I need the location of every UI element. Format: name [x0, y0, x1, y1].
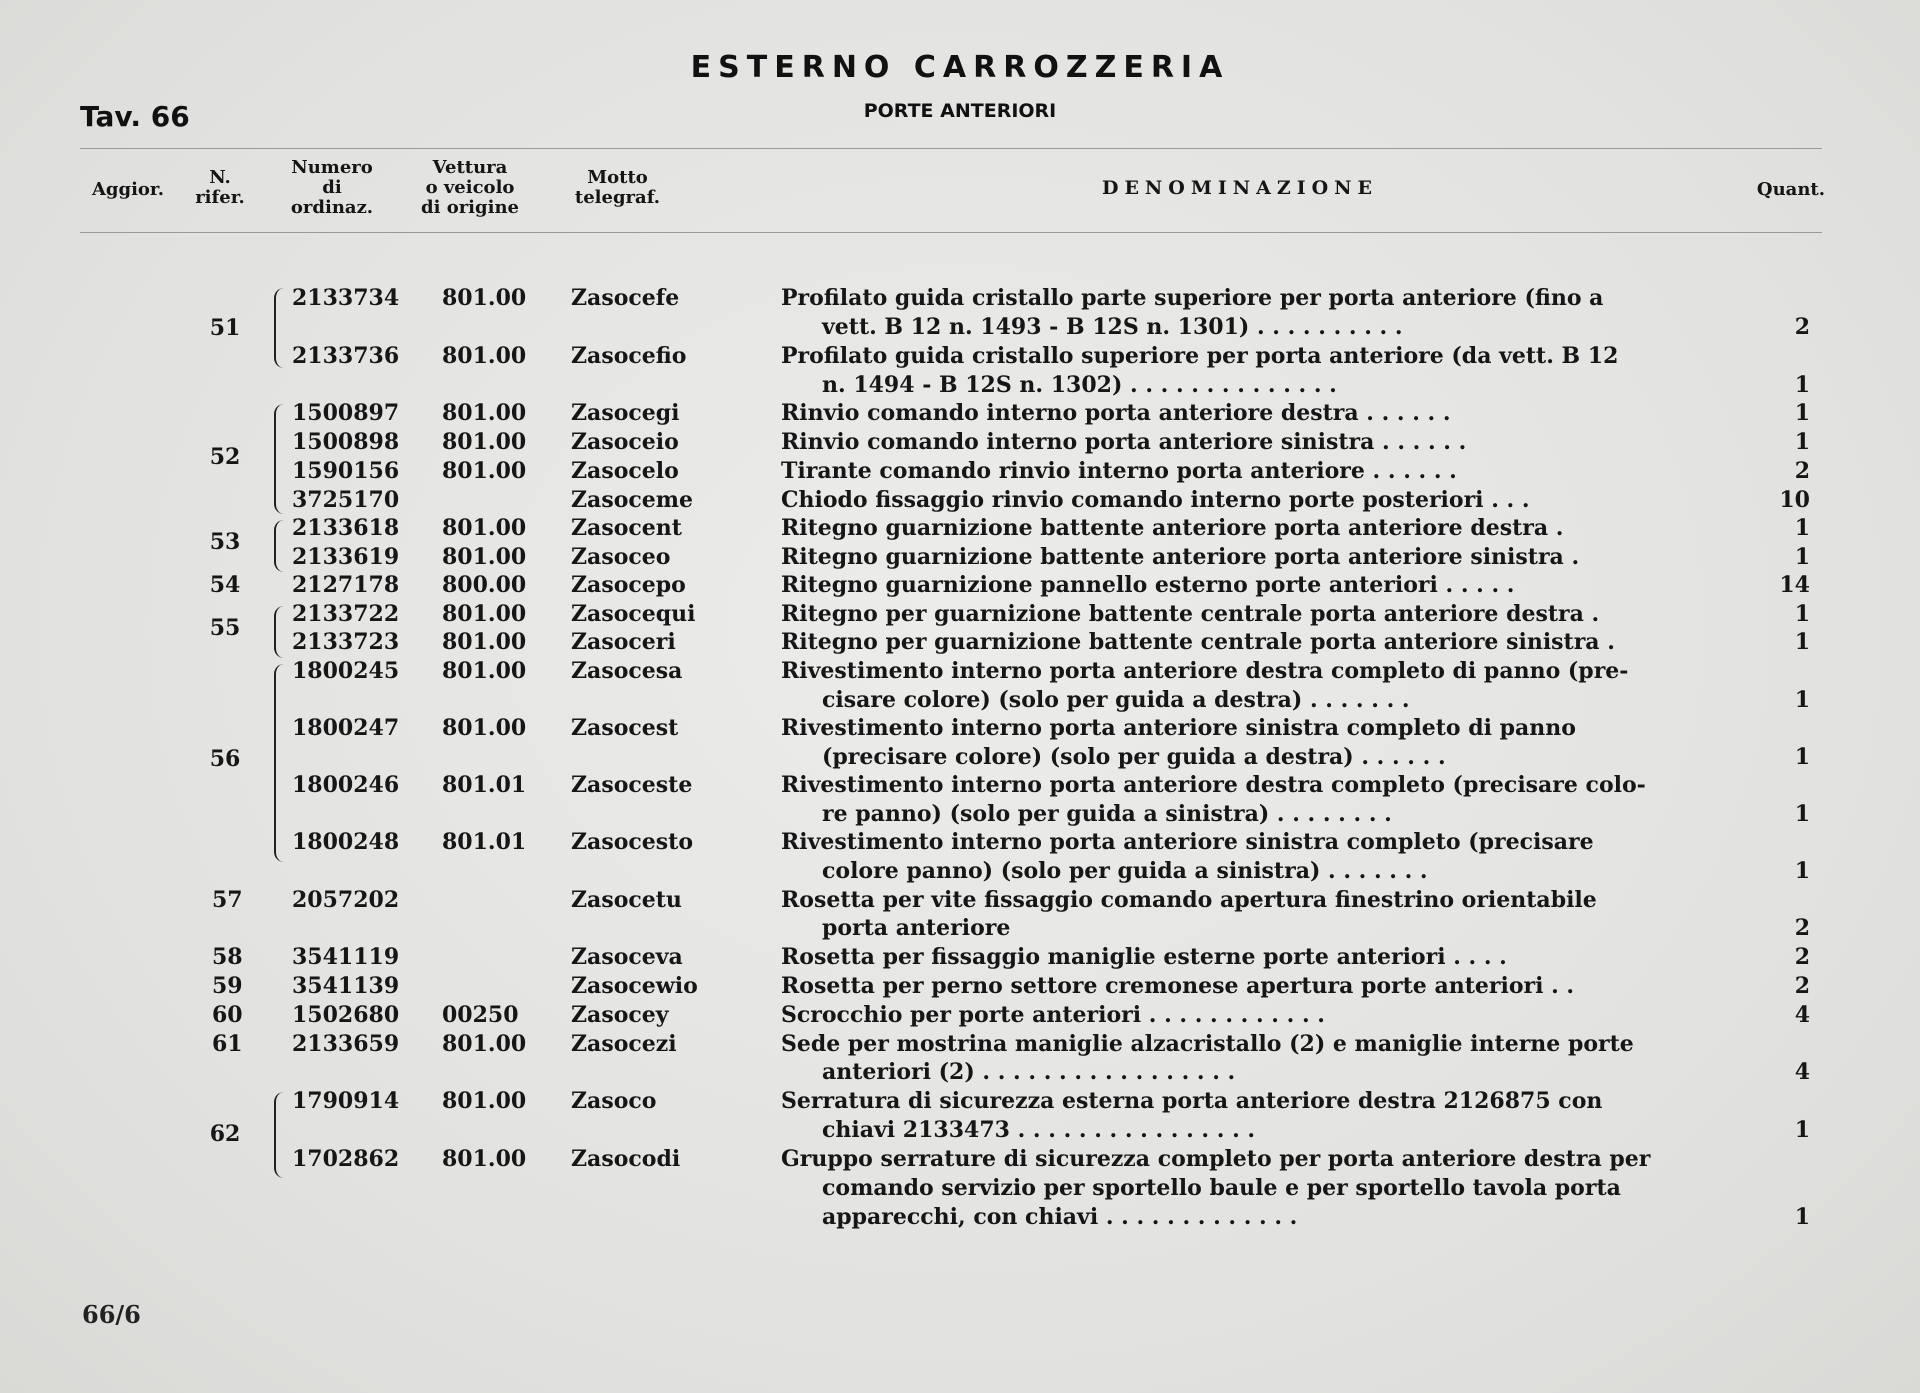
quantity: 1 [1794, 1117, 1810, 1143]
telegraph-code: Zasocelo [571, 458, 679, 484]
description-line: re panno) (solo per guida a sinistra) . . . . . . . . [822, 801, 1392, 827]
table-row [0, 943, 1920, 972]
description-line: colore panno) (solo per guida a sinistra) . . . . . . . [822, 858, 1428, 884]
table-row-continuation [0, 1116, 1920, 1145]
quantity: 1 [1794, 544, 1810, 570]
description-line: n. 1494 - B 12S n. 1302) . . . . . . . . . . . . . . [822, 372, 1337, 398]
vehicle-origin: 00250 [442, 1002, 519, 1028]
quantity: 2 [1794, 314, 1810, 340]
ref-number: 61 [212, 1031, 243, 1057]
part-number: 1590156 [292, 458, 400, 484]
table-row [0, 342, 1920, 371]
part-number: 2057202 [292, 887, 400, 913]
col-header-denominazione: DENOMINAZIONE [1101, 177, 1379, 199]
table-row-continuation [0, 1174, 1920, 1203]
ref-number: 53 [209, 529, 241, 555]
ref-number: 51 [209, 315, 241, 341]
description-line: Rivestimento interno porta anteriore sinistra completo (precisare [781, 829, 1594, 855]
quantity: 1 [1794, 515, 1810, 541]
quantity: 1 [1794, 629, 1810, 655]
ref-number: 59 [212, 973, 243, 999]
part-number: 1502680 [292, 1002, 400, 1028]
description-line: Gruppo serrature di sicurezza completo per porta anteriore destra per [781, 1146, 1651, 1172]
table-row [0, 657, 1920, 686]
table-row [0, 628, 1920, 657]
ref-number: 54 [209, 572, 241, 598]
description-line: Profilato guida cristallo superiore per porta anteriore (da vett. B 12 [781, 343, 1619, 369]
description-line: Rinvio comando interno porta anteriore sinistra . . . . . . [781, 429, 1467, 455]
quantity: 1 [1794, 601, 1810, 627]
part-number: 1800245 [292, 658, 400, 684]
ref-number: 52 [209, 444, 241, 470]
vehicle-origin: 801.00 [442, 343, 527, 369]
ref-number: 57 [212, 887, 243, 913]
description-line: (precisare colore) (solo per guida a destra) . . . . . . [822, 744, 1446, 770]
telegraph-code: Zasocodi [571, 1146, 681, 1172]
quantity: 2 [1794, 944, 1810, 970]
description-line: vett. B 12 n. 1493 - B 12S n. 1301) . . . . . . . . . . [822, 314, 1403, 340]
vehicle-origin: 801.00 [442, 400, 527, 426]
description-line: Serratura di sicurezza esterna porta anteriore destra 2126875 con [781, 1088, 1603, 1114]
ref-number: 60 [212, 1002, 243, 1028]
table-row [0, 457, 1920, 486]
quantity: 1 [1794, 687, 1810, 713]
description-line: cisare colore) (solo per guida a destra) . . . . . . . [822, 687, 1410, 713]
description-line: Chiodo fissaggio rinvio comando interno porte posteriori . . . [781, 487, 1530, 513]
telegraph-code: Zasoceri [571, 629, 676, 655]
telegraph-code: Zasoceme [571, 487, 694, 513]
table-row [0, 828, 1920, 857]
table-row-continuation [0, 686, 1920, 715]
description-line: Rosetta per perno settore cremonese apertura porte anteriori . . [781, 973, 1575, 999]
table-row [0, 399, 1920, 428]
col-header-numero: Numero di ordinaz. [290, 157, 374, 218]
vehicle-origin: 801.00 [442, 544, 527, 570]
description-line: Rosetta per fissaggio maniglie esterne porte anteriori . . . . [781, 944, 1507, 970]
description-line: comando servizio per sportello baule e per sportello tavola porta [822, 1175, 1621, 1201]
quantity: 4 [1794, 1059, 1810, 1085]
table-row [0, 972, 1920, 1001]
quantity: 1 [1794, 801, 1810, 827]
description-line: Ritegno per guarnizione battente centrale porta anteriore sinistra . [781, 629, 1615, 655]
quantity: 4 [1794, 1002, 1810, 1028]
page-subtitle: PORTE ANTERIORI [863, 100, 1057, 122]
description-line: anteriori (2) . . . . . . . . . . . . . . . . . [822, 1059, 1236, 1085]
telegraph-code: Zasoco [571, 1088, 657, 1114]
telegraph-code: Zasocest [571, 715, 679, 741]
part-number: 1500897 [292, 400, 400, 426]
part-number: 3725170 [292, 487, 400, 513]
part-number: 1800247 [292, 715, 400, 741]
description-line: Rinvio comando interno porta anteriore destra . . . . . . [781, 400, 1451, 426]
quantity: 2 [1794, 973, 1810, 999]
col-header-vettura: Vettura o veicolo di origine [421, 157, 519, 218]
part-number: 1790914 [292, 1088, 400, 1114]
table-row-continuation [0, 371, 1920, 400]
telegraph-code: Zasocepo [571, 572, 686, 598]
part-number: 1800246 [292, 772, 400, 798]
description-line: Ritegno guarnizione battente anteriore porta anteriore sinistra . [781, 544, 1580, 570]
quantity: 1 [1794, 858, 1810, 884]
page-number: 66/6 [82, 1300, 141, 1329]
table-row-continuation [0, 914, 1920, 943]
table-row [0, 1001, 1920, 1030]
col-header-nrifer: N. rifer. [195, 167, 245, 208]
description-line: Rivestimento interno porta anteriore destra completo (precisare colo- [781, 772, 1646, 798]
table-row-continuation [0, 1203, 1920, 1232]
vehicle-origin: 801.00 [442, 601, 527, 627]
telegraph-code: Zasocefio [571, 343, 687, 369]
vehicle-origin: 801.00 [442, 285, 527, 311]
table-number: Tav. 66 [80, 100, 190, 133]
telegraph-code: Zasocezi [571, 1031, 677, 1057]
table-row-continuation [0, 857, 1920, 886]
telegraph-code: Zasocent [571, 515, 682, 541]
quantity: 14 [1779, 572, 1810, 598]
table-row [0, 1030, 1920, 1059]
table-row [0, 543, 1920, 572]
telegraph-code: Zasocey [571, 1002, 669, 1028]
part-number: 2133619 [292, 544, 400, 570]
part-number: 1702862 [292, 1146, 400, 1172]
col-header-quant: Quant. [1756, 179, 1825, 200]
vehicle-origin: 801.01 [442, 772, 527, 798]
table-row [0, 284, 1920, 313]
telegraph-code: Zasocequi [571, 601, 696, 627]
page-title: ESTERNO CARROZZERIA [690, 50, 1230, 85]
vehicle-origin: 801.00 [442, 629, 527, 655]
part-number: 3541119 [292, 944, 400, 970]
description-line: Ritegno guarnizione pannello esterno porte anteriori . . . . . [781, 572, 1515, 598]
part-number: 3541139 [292, 973, 400, 999]
vehicle-origin: 801.00 [442, 429, 527, 455]
col-header-motto: Motto telegraf. [574, 167, 661, 208]
table-row-continuation [0, 313, 1920, 342]
table-row [0, 714, 1920, 743]
vehicle-origin: 801.00 [442, 658, 527, 684]
vehicle-origin: 801.01 [442, 829, 527, 855]
description-line: Rosetta per vite fissaggio comando apertura finestrino orientabile [781, 887, 1597, 913]
vehicle-origin: 800.00 [442, 572, 527, 598]
ref-number: 62 [209, 1121, 241, 1147]
table-row-continuation [0, 1058, 1920, 1087]
table-row [0, 486, 1920, 515]
telegraph-code: Zasocesto [571, 829, 693, 855]
quantity: 1 [1794, 400, 1810, 426]
table-row [0, 771, 1920, 800]
part-number: 2133618 [292, 515, 400, 541]
quantity: 2 [1794, 458, 1810, 484]
table-row [0, 428, 1920, 457]
ref-number: 55 [209, 615, 241, 641]
quantity: 1 [1794, 744, 1810, 770]
quantity: 2 [1794, 915, 1810, 941]
telegraph-code: Zasoceva [571, 944, 683, 970]
description-line: porta anteriore [822, 915, 1011, 941]
quantity: 1 [1794, 1204, 1810, 1230]
description-line: Profilato guida cristallo parte superiore per porta anteriore (fino a [781, 285, 1604, 311]
table-row [0, 1145, 1920, 1174]
vehicle-origin: 801.00 [442, 515, 527, 541]
telegraph-code: Zasocetu [571, 887, 682, 913]
table-row [0, 886, 1920, 915]
table-row [0, 600, 1920, 629]
vehicle-origin: 801.00 [442, 715, 527, 741]
table-row [0, 514, 1920, 543]
vehicle-origin: 801.00 [442, 1146, 527, 1172]
part-number: 2133723 [292, 629, 400, 655]
description-line: Ritegno per guarnizione battente centrale porta anteriore destra . [781, 601, 1600, 627]
table-row [0, 1087, 1920, 1116]
telegraph-code: Zasoceo [571, 544, 671, 570]
description-line: Sede per mostrina maniglie alzacristallo (2) e maniglie interne porte [781, 1031, 1634, 1057]
description-line: chiavi 2133473 . . . . . . . . . . . . . . . . [822, 1117, 1256, 1143]
description-line: apparecchi, con chiavi . . . . . . . . . . . . . [822, 1204, 1298, 1230]
description-line: Rivestimento interno porta anteriore destra completo di panno (pre- [781, 658, 1629, 684]
part-number: 1500898 [292, 429, 400, 455]
ref-number: 58 [212, 944, 243, 970]
description-line: Ritegno guarnizione battente anteriore porta anteriore destra . [781, 515, 1564, 541]
part-number: 2133722 [292, 601, 400, 627]
quantity: 1 [1794, 372, 1810, 398]
telegraph-code: Zasoceio [571, 429, 679, 455]
telegraph-code: Zasocesa [571, 658, 683, 684]
quantity: 10 [1779, 487, 1810, 513]
vehicle-origin: 801.00 [442, 1088, 527, 1114]
part-number: 2133659 [292, 1031, 400, 1057]
part-number: 1800248 [292, 829, 400, 855]
vehicle-origin: 801.00 [442, 1031, 527, 1057]
part-number: 2133734 [292, 285, 400, 311]
ref-number: 56 [209, 746, 241, 772]
telegraph-code: Zasocewio [571, 973, 698, 999]
telegraph-code: Zasocefe [571, 285, 680, 311]
part-number: 2133736 [292, 343, 400, 369]
vehicle-origin: 801.00 [442, 458, 527, 484]
table-row [0, 571, 1920, 600]
part-number: 2127178 [292, 572, 400, 598]
table-row-continuation [0, 800, 1920, 829]
description-line: Rivestimento interno porta anteriore sinistra completo di panno [781, 715, 1576, 741]
col-header-aggior: Aggior. [91, 179, 165, 200]
telegraph-code: Zasocegi [571, 400, 680, 426]
telegraph-code: Zasoceste [571, 772, 693, 798]
description-line: Tirante comando rinvio interno porta anteriore . . . . . . [781, 458, 1457, 484]
table-row-continuation [0, 743, 1920, 772]
quantity: 1 [1794, 429, 1810, 455]
description-line: Scrocchio per porte anteriori . . . . . . . . . . . . [781, 1002, 1325, 1028]
